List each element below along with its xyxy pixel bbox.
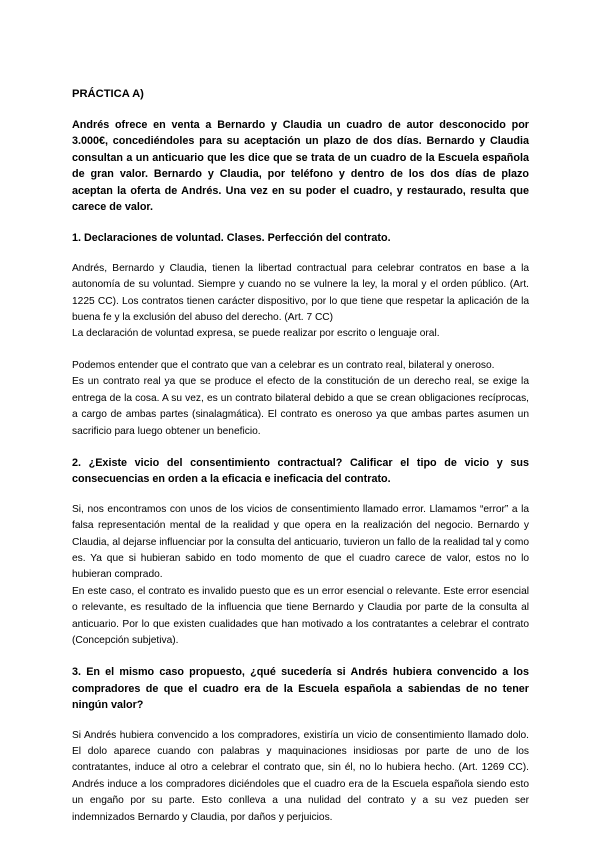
document-page [72,86,529,826]
document-title: PRÁCTICA A) [72,88,144,100]
section-2-heading: 2. ¿Existe vicio del consentimiento contractual? Calificar el tipo de vicio y sus consecuencias en orden a la eficacia e ineficacia del contrato. [72,456,529,486]
section-1-paragraph-4: Es un contrato real ya que se produce el efecto de la constitución de un derecho real, se exige la entrega de la cosa. A su vez, es un contrato bilateral debido a que se crean obligaciones recíprocas, a cargo de ambas partes (sinalagmática). El contrato es oneroso ya que ambas partes asumen un sacrificio para luego obtener un beneficio. [72,376,529,437]
section-2-paragraph-1: Si, nos encontramos con unos de los vicios de consentimiento llamado error. Llamamos “error” a la falsa representación mental de la realidad y que opera en la realización del negocio. Bernardo y Claudia, al dejarse influenciar por la consulta del anticuario, tuvieron un fallo de la realidad tal y como es. Ya que si hubieran sabido en todo momento de que el cuadro carece de valor, estos no lo hubieran comprado. [72,503,530,581]
section-2-paragraph-2: En este caso, el contrato es invalido puesto que es un error esencial o relevante. Este error esencial o relevante, es resultado de la influencia que tiene Bernardo y Claudia por parte de la consulta al anticuario. Por lo que existen cualidades que han motivado a los contratantes a celebrar el contrato (Concepción subjetiva). [72,585,529,646]
case-statement: Andrés ofrece en venta a Bernardo y Claudia un cuadro de autor desconocido por 3.000€, concediéndoles para su aceptación un plazo de dos días. Bernardo y Claudia consultan a un anticuario que les dice que se trata de un cuadro de la Escuela española de gran valor. Bernardo y Claudia, por teléfono y dentro de los dos días de plazo aceptan la oferta de Andrés. Una vez en su poder el cuadro, y restaurado, resulta que carece de valor. [72,119,529,214]
section-3-paragraph-1: Si Andrés hubiera convencido a los compradores, existiría un vicio de consentimiento llamado dolo. El dolo aparece cuando con palabras y maquinaciones insidiosas por parte de uno de los contratantes, induce al otro a celebrar el contrato que, sin él, no lo hubiera hecho. (Art. 1269 CC). Andrés induce a los compradores diciéndoles que el cuadro era de la Escuela española siendo esto un engaño por su parte. Esto conlleva a una nulidad del contrato y a su vez pueden ser indemnizados Bernardo y Claudia, por daños y perjuicios. [72,729,529,823]
section-1-paragraph-3: Podemos entender que el contrato que van a celebrar es un contrato real, bilateral y oneroso. [72,359,495,371]
section-1-paragraph-2: La declaración de voluntad expresa, se puede realizar por escrito o lenguaje oral. [72,328,440,340]
section-3-heading: 3. En el mismo caso propuesto, ¿qué sucedería si Andrés hubiera convencido a los compradores de que el cuadro era de la Escuela española a sabiendas de no tener ningún valor? [72,666,529,712]
section-1-paragraph-1: Andrés, Bernardo y Claudia, tienen la libertad contractual para celebrar contratos en base a la autonomía de su voluntad. Siempre y cuando no se vulnere la ley, la moral y el orden público. (Art. 1225 CC). Los contratos tienen carácter dispositivo, por lo que tiene que respetar la aplicación de la buena fe y la exclusión del abuso del derecho. (Art. 7 CC) [72,262,529,324]
section-1-heading: 1. Declaraciones de voluntad. Clases. Perfección del contrato. [72,232,391,245]
